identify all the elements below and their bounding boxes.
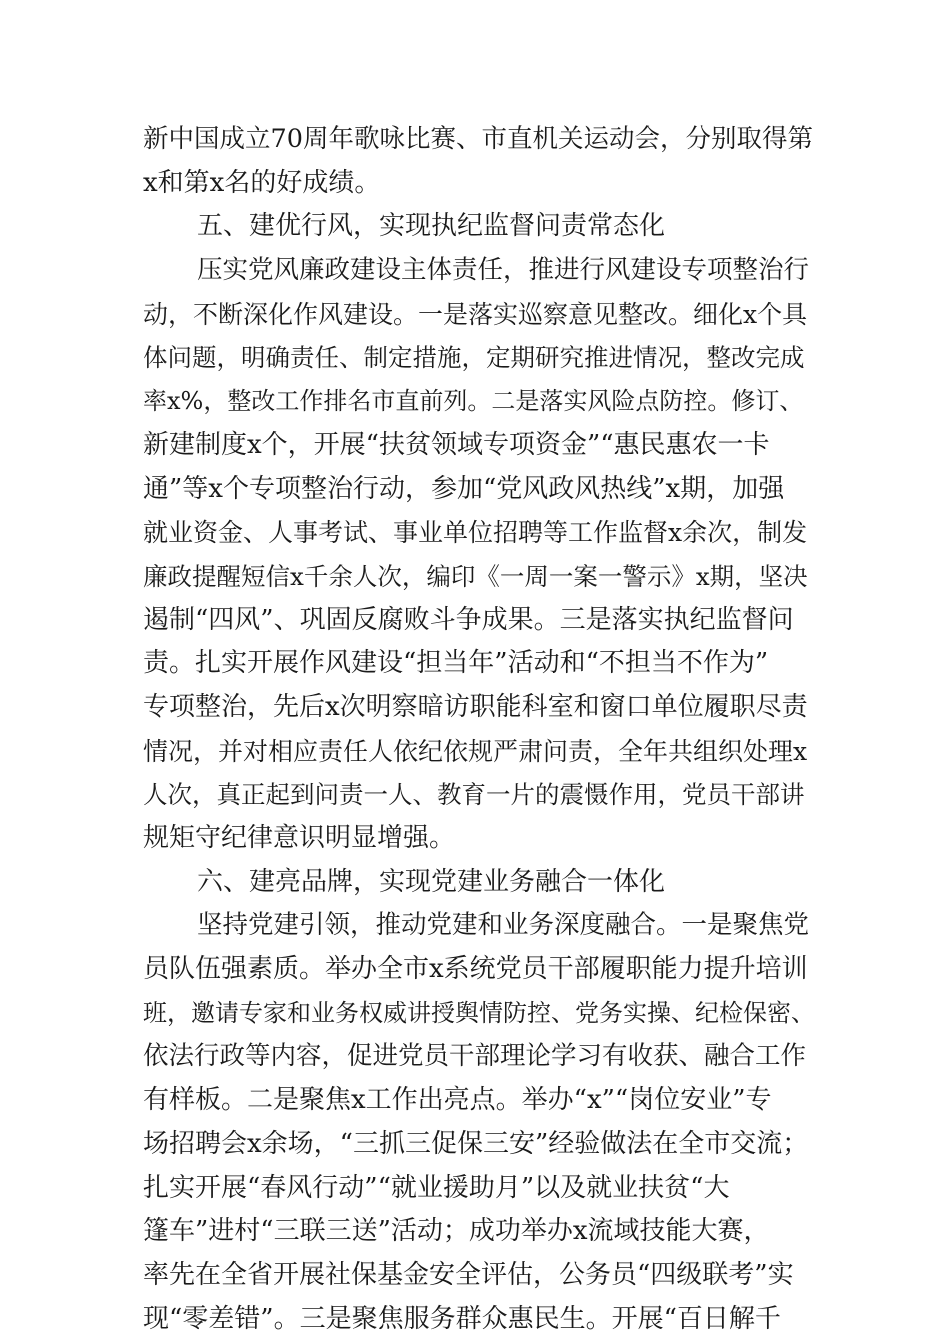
paragraph-line: 体问题，明确责任、制定措施，定期研究推进情况，整改完成 [143,343,805,373]
paragraph-line: 就业资金、人事考试、事业单位招聘等工作监督x余次，制发 [143,518,808,548]
section-heading-line: 五、建优行风，实现执纪监督问责常态化 [197,211,666,242]
paragraph-line: 通”等x个专项整治行动，参加“党风政风热线”x期，加强 [143,473,785,504]
paragraph-line: 坚持党建引领，推动党建和业务深度融合。一是聚焦党 [197,910,810,941]
paragraph-line: 率x%，整改工作排名市直前列。二是落实风险点防控。修订、 [143,387,804,416]
paragraph-line: 专项整治，先后x次明察暗访职能科室和窗口单位履职尽责 [143,691,808,722]
paragraph-line: 依法行政等内容，促进党员干部理论学习有收获、融合工作 [143,1041,807,1072]
paragraph-line: 责。扎实开展作风建设“担当年”活动和“不担当不作为” [143,648,769,679]
paragraph-line: 有样板。二是聚焦x工作出亮点。举办“x”“岗位安业”专 [143,1085,772,1116]
paragraph-line: 情况，并对相应责任人依纪依规严肃问责，全年共组织处理x [143,736,808,766]
paragraph-line: 规矩守纪律意识明显增强。 [143,823,456,853]
paragraph-line: 现“零差错”。三是聚焦服务群众惠民生。开展“百日解千 [143,1303,781,1334]
paragraph-line: 场招聘会x余场，“三抓三促保三安”经验做法在全市交流； [143,1128,809,1159]
section-heading-line: 六、建亮品牌，实现党建业务融合一体化 [197,866,666,897]
paragraph-line: 新建制度x个，开展“扶贫领域专项资金”“惠民惠农一卡 [143,429,770,460]
document-body [143,118,815,1341]
paragraph-line: 廉政提醒短信x千余人次，编印《一周一案一警示》x期，坚决 [143,561,808,591]
paragraph-line: 动，不断深化作风建设。一是落实巡察意见整改。细化x个具 [143,299,808,329]
paragraph-line: 压实党风廉政建设主体责任，推进行风建设专项整治行 [197,255,810,286]
paragraph-line: x和第x名的好成绩。 [143,167,381,198]
paragraph-line: 篷车”进村“三联三送”活动；成功举办x流域技能大赛， [143,1216,770,1247]
paragraph-line: 扎实开展“春风行动”“就业援助月”以及就业扶贫“大 [143,1172,730,1203]
paragraph-line: 员队伍强素质。举办全市x系统党员干部履职能力提升培训 [143,954,808,985]
paragraph-line: 率先在全省开展社保基金安全评估，公务员“四级联考”实 [143,1259,794,1290]
paragraph-line: 班，邀请专家和业务权威讲授舆情防控、党务实操、纪检保密、 [143,998,815,1027]
paragraph-line: 遏制“四风”、巩固反腐败斗争成果。三是落实执纪监督问 [143,604,794,635]
paragraph-line: 人次，真正起到问责一人、教育一片的震慑作用，党员干部讲 [143,780,805,810]
paragraph-line: 新中国成立70周年歌咏比赛、市直机关运动会，分别取得第 [143,124,813,154]
